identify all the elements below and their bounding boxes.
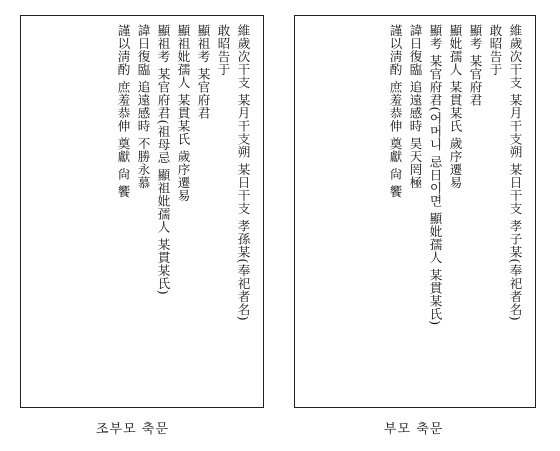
prayer-text-columns <box>305 24 525 399</box>
prayer-line: 維歲次干支 某月干支朔 某日干支 孝孫某(奉祀者名) <box>236 24 251 322</box>
prayer-line: 維歲次干支 某月干支朔 某日干支 孝子某(奉祀者名) <box>508 24 523 322</box>
prayer-line: 顯祖考 某官府君(祖母忌 顯祖妣孺人 某貫某氏) <box>156 24 171 296</box>
grandparents-prayer-caption: 조부모 축문 <box>96 422 169 437</box>
prayer-line: 諱日復臨 追遠感時 昊天罔極 <box>408 24 423 189</box>
parents-prayer-caption: 부모 축문 <box>384 422 444 437</box>
prayer-line: 敢昭告于 <box>488 24 503 76</box>
parents-prayer-card <box>294 15 536 408</box>
prayer-line: 顯考 某官府君(어머니 忌日이면 顯妣孺人 某貫某氏) <box>428 24 443 326</box>
prayer-line: 顯妣孺人 某貫某氏 歲序遷易 <box>448 24 463 189</box>
prayer-line: 顯祖妣孺人 某貫某氏 歲序遷易 <box>176 24 191 202</box>
prayer-line: 謹以淸酌 庶羞恭伸 奠獻 尙 饗 <box>388 24 403 198</box>
prayer-line: 敢昭告于 <box>216 24 231 76</box>
grandparents-prayer-card <box>20 15 264 408</box>
prayer-line: 顯考 某官府君 <box>468 24 483 107</box>
prayer-line: 謹以淸酌 庶羞恭伸 奠獻 尙 饗 <box>116 24 131 198</box>
prayer-text-columns <box>31 24 253 399</box>
prayer-line: 諱日復臨 追遠感時 不勝永慕 <box>136 24 151 189</box>
prayer-line: 顯祖考 某官府君 <box>196 24 211 120</box>
